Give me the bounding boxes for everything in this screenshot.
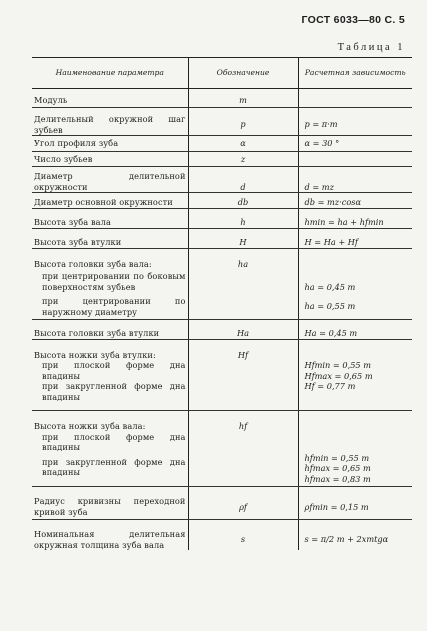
param-formula: H = Ha + Hf (298, 228, 412, 248)
table-row (32, 269, 412, 292)
param-symbol: α (188, 136, 298, 152)
param-name: Высота зуба втулки (32, 228, 188, 248)
param-symbol: s (188, 520, 298, 551)
param-formula: hfmax = 0,83 m (304, 473, 371, 484)
param-name: Высота головки зуба вала: (34, 258, 152, 269)
table-row (32, 136, 412, 152)
param-formula: α = 30 ° (298, 136, 412, 152)
parameters-table (32, 57, 412, 550)
param-formula: Hfmax = 0,65 m (304, 370, 373, 381)
param-formula: ρfmin = 0,15 m (298, 487, 412, 520)
document-header: ГОСТ 6033—80 С. 5 (301, 14, 405, 26)
table-label: Таблица 1 (337, 42, 405, 53)
param-subcase: при центрировании по боковым поверхностям зубьев (42, 271, 186, 292)
table-row (32, 292, 412, 320)
param-symbol: hf (188, 411, 298, 432)
param-name: Диаметр основной окружности (32, 193, 188, 209)
param-formula-group (298, 453, 412, 487)
param-name: Высота головки зуба втулки (32, 320, 188, 340)
table-row (32, 520, 412, 551)
param-formula: ha = 0,45 m (298, 269, 412, 292)
param-symbol: m (188, 95, 298, 108)
param-symbol: z (188, 152, 298, 167)
param-formula (298, 152, 412, 167)
table-row (32, 228, 412, 248)
param-symbol: Hf (188, 339, 298, 360)
param-subcase: при закругленной форме дна впадины (32, 453, 188, 487)
param-name: Модуль (32, 95, 188, 108)
table-row (32, 167, 412, 193)
param-formula: hmin = ha + hfmin (298, 208, 412, 228)
param-name: Число зубьев (32, 152, 188, 167)
column-header-name: Наименование параметра (32, 58, 188, 89)
column-header-formula: Расчетная зависимость (298, 58, 412, 89)
column-header-symbol: Обозначение (188, 58, 298, 89)
param-symbol: ha (188, 248, 298, 269)
table-row (32, 193, 412, 209)
param-formula: Ha = 0,45 m (298, 320, 412, 340)
param-formula: d = mz (298, 167, 412, 193)
param-subcase: при плоской форме дна впадины (42, 431, 186, 452)
table-row (32, 248, 412, 269)
table-row (32, 381, 412, 411)
table-row (32, 487, 412, 520)
param-symbol: H (188, 228, 298, 248)
table-row (32, 152, 412, 167)
table-row (32, 114, 412, 136)
param-formula: hfmax = 0,65 m (304, 463, 371, 473)
param-formula-group (298, 381, 412, 411)
param-symbol: db (188, 193, 298, 209)
param-subcase: при центрировании по наружному диаметру (32, 292, 188, 320)
param-name: Высота ножки зуба втулки: (34, 349, 156, 360)
param-name: Радиус кривизны переходной кривой зуба (32, 487, 188, 520)
param-subcase: при закругленной форме дна впадины (32, 381, 188, 411)
param-formula: db = mz·cosα (298, 193, 412, 209)
table-row (32, 208, 412, 228)
table-row (32, 360, 412, 381)
param-name: Номинальная делительная окружная толщина зуба вала (34, 529, 186, 550)
param-symbol: Ha (188, 320, 298, 340)
table-row (32, 453, 412, 487)
param-name: Высота зуба вала (32, 208, 188, 228)
table-row (32, 95, 412, 108)
param-name: Высота ножки зуба вала: (34, 421, 146, 431)
param-formula: Hfmin = 0,55 m (304, 360, 371, 370)
table-row (32, 339, 412, 360)
param-formula: Hf = 0,77 m (304, 381, 356, 391)
param-formula: p = π·m (298, 114, 412, 136)
param-symbol: d (188, 167, 298, 193)
param-subcase: при плоской форме дна впадины (42, 360, 186, 381)
param-formula-group (298, 360, 412, 381)
table-row (32, 432, 412, 453)
param-symbol: h (188, 208, 298, 228)
table-row (32, 320, 412, 340)
table-row (32, 411, 412, 432)
param-formula: s = π/2 m + 2xmtgα (298, 520, 412, 551)
param-symbol: ρf (188, 487, 298, 520)
param-symbol: p (188, 114, 298, 136)
param-name: Делительный окружной шаг зубьев (32, 114, 188, 136)
param-formula: ha = 0,55 m (298, 292, 412, 320)
param-formula: hfmin = 0,55 m (304, 452, 370, 463)
param-name: Угол профиля зуба (32, 136, 188, 152)
param-name: Диаметр делительной окружности (32, 167, 188, 193)
param-formula (298, 95, 412, 108)
table-header-row (32, 58, 412, 89)
